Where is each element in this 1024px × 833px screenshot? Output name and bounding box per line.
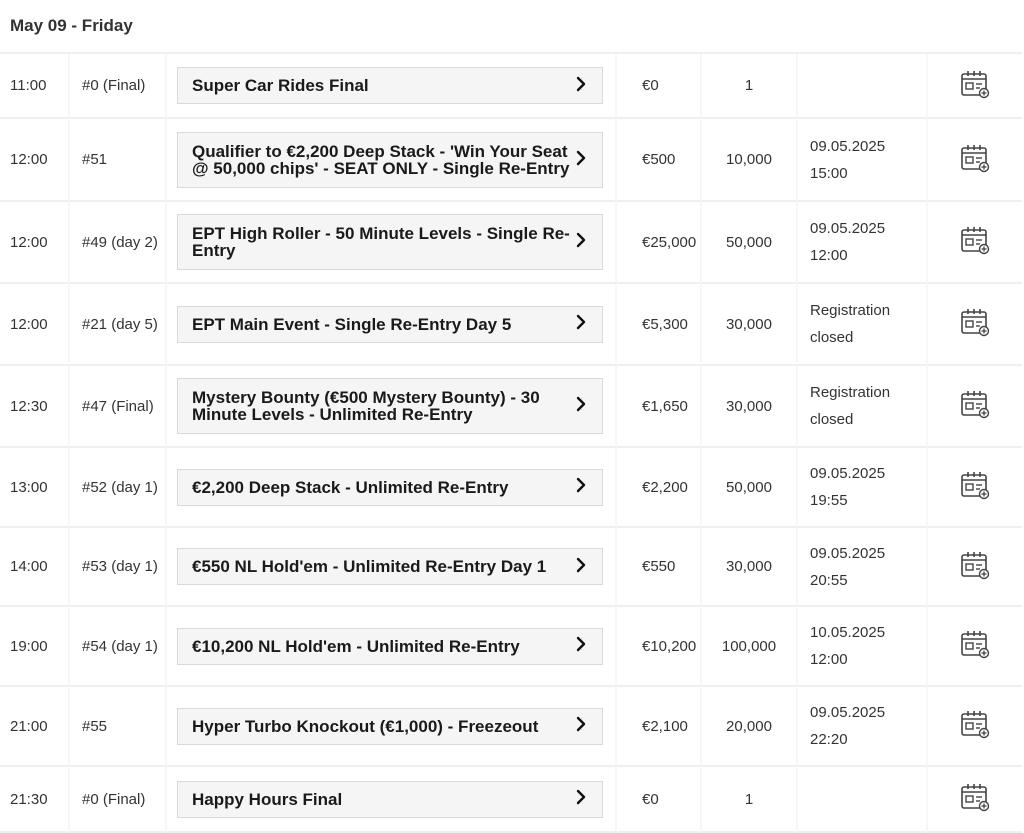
chevron-right-icon bbox=[574, 314, 588, 334]
table-row bbox=[0, 284, 1022, 366]
calendar-cell bbox=[928, 284, 1022, 366]
calendar-add-icon[interactable] bbox=[960, 389, 990, 423]
event-name: €2,200 Deep Stack - Unlimited Re-Entry bbox=[192, 477, 509, 497]
event-cell bbox=[167, 687, 617, 767]
late-reg-line: 09.05.2025 bbox=[810, 137, 886, 155]
late-reg-line: closed bbox=[810, 329, 854, 346]
starting-chips: 20,000 bbox=[702, 687, 798, 767]
chevron-right-icon bbox=[574, 716, 588, 736]
start-time: 12:30 bbox=[0, 366, 70, 448]
start-time: 14:00 bbox=[0, 528, 70, 607]
buy-in: €25,000 bbox=[617, 202, 702, 284]
late-reg-line: 15:00 bbox=[810, 164, 848, 182]
late-reg-line: 09.05.2025 bbox=[810, 465, 886, 482]
table-row bbox=[0, 366, 1022, 448]
table-row bbox=[0, 54, 1022, 119]
buy-in: €2,200 bbox=[617, 448, 702, 528]
calendar-cell bbox=[928, 767, 1022, 833]
calendar-add-icon[interactable] bbox=[960, 550, 990, 584]
starting-chips: 30,000 bbox=[702, 366, 798, 448]
event-cell bbox=[167, 366, 617, 448]
event-cell bbox=[167, 528, 617, 607]
event-number: #55 bbox=[70, 687, 167, 767]
event-cell bbox=[167, 448, 617, 528]
table-row bbox=[0, 119, 1022, 202]
buy-in: €500 bbox=[617, 119, 702, 202]
late-reg-line: 10.05.2025 bbox=[810, 624, 886, 641]
starting-chips: 1 bbox=[702, 767, 798, 833]
calendar-cell bbox=[928, 366, 1022, 448]
late-reg-line: 09.05.2025 bbox=[810, 704, 886, 721]
event-cell bbox=[167, 284, 617, 366]
event-name: €550 NL Hold'em - Unlimited Re-Entry Day 1 bbox=[192, 557, 547, 576]
event-number: #54 (day 1) bbox=[70, 607, 167, 687]
late-registration bbox=[798, 202, 928, 284]
buy-in: €550 bbox=[617, 528, 702, 607]
calendar-cell bbox=[928, 119, 1022, 202]
chevron-right-icon bbox=[574, 76, 588, 96]
chevron-right-icon bbox=[574, 789, 588, 809]
chevron-right-icon bbox=[574, 232, 588, 252]
chevron-right-icon bbox=[574, 557, 588, 577]
late-reg-line: 22:20 bbox=[810, 731, 848, 748]
chevron-right-icon bbox=[574, 396, 588, 416]
calendar-cell bbox=[928, 607, 1022, 687]
event-button[interactable] bbox=[177, 132, 603, 188]
late-registration bbox=[798, 366, 928, 448]
late-registration bbox=[798, 284, 928, 366]
event-name: Super Car Rides Final bbox=[192, 76, 369, 95]
event-cell bbox=[167, 607, 617, 687]
buy-in: €0 bbox=[617, 54, 702, 119]
event-name: EPT High Roller - 50 Minute Levels - Single Re-Entry bbox=[192, 224, 570, 260]
event-button[interactable] bbox=[177, 469, 603, 506]
event-button[interactable] bbox=[177, 781, 603, 818]
event-number: #53 (day 1) bbox=[70, 528, 167, 607]
day-header-row bbox=[0, 0, 1022, 54]
late-registration bbox=[798, 119, 928, 202]
event-number: #49 (day 2) bbox=[70, 202, 167, 284]
calendar-add-icon[interactable] bbox=[960, 629, 990, 663]
event-name: Hyper Turbo Knockout (€1,000) - Freezeout bbox=[192, 716, 539, 736]
table-row bbox=[0, 202, 1022, 284]
start-time: 21:00 bbox=[0, 687, 70, 767]
event-cell bbox=[167, 119, 617, 202]
event-number: #0 (Final) bbox=[70, 54, 167, 119]
starting-chips: 50,000 bbox=[702, 202, 798, 284]
calendar-cell bbox=[928, 54, 1022, 119]
event-button[interactable] bbox=[177, 548, 603, 585]
starting-chips: 100,000 bbox=[702, 607, 798, 687]
late-registration bbox=[798, 687, 928, 767]
starting-chips: 30,000 bbox=[702, 284, 798, 366]
start-time: 12:00 bbox=[0, 284, 70, 366]
calendar-cell bbox=[928, 528, 1022, 607]
late-reg-line: 20:55 bbox=[810, 571, 848, 589]
start-time: 12:00 bbox=[0, 202, 70, 284]
buy-in: €5,300 bbox=[617, 284, 702, 366]
late-reg-line: 09.05.2025 bbox=[810, 544, 886, 562]
table-row bbox=[0, 448, 1022, 528]
calendar-cell bbox=[928, 448, 1022, 528]
calendar-add-icon[interactable] bbox=[960, 143, 990, 177]
calendar-add-icon[interactable] bbox=[960, 709, 990, 743]
calendar-add-icon[interactable] bbox=[960, 307, 990, 341]
late-registration bbox=[798, 767, 928, 833]
late-reg-line: 12:00 bbox=[810, 247, 848, 264]
start-time: 11:00 bbox=[0, 54, 70, 119]
event-name: Happy Hours Final bbox=[192, 789, 343, 809]
starting-chips: 10,000 bbox=[702, 119, 798, 202]
chevron-right-icon bbox=[574, 477, 588, 497]
chevron-right-icon bbox=[574, 636, 588, 656]
late-registration bbox=[798, 607, 928, 687]
start-time: 21:30 bbox=[0, 767, 70, 833]
day-header: May 09 - Friday bbox=[0, 0, 1022, 54]
late-reg-line: Registration bbox=[810, 384, 891, 401]
late-registration bbox=[798, 528, 928, 607]
event-cell bbox=[167, 54, 617, 119]
event-name: Mystery Bounty (€500 Mystery Bounty) - 30 Minute Levels - Unlimited Re-Entry bbox=[192, 388, 540, 424]
late-reg-line: 12:00 bbox=[810, 651, 848, 668]
event-name: €10,200 NL Hold'em - Unlimited Re-Entry bbox=[192, 636, 520, 656]
event-number: #51 bbox=[70, 119, 167, 202]
event-name: Qualifier to €2,200 Deep Stack - 'Win Your Seat @ 50,000 chips' - SEAT ONLY - Single Re-Entry bbox=[192, 141, 570, 178]
event-number: #0 (Final) bbox=[70, 767, 167, 833]
late-reg-line: Registration bbox=[810, 302, 891, 319]
buy-in: €10,200 bbox=[617, 607, 702, 687]
buy-in: €0 bbox=[617, 767, 702, 833]
start-time: 12:00 bbox=[0, 119, 70, 202]
table-row bbox=[0, 767, 1022, 833]
event-button[interactable] bbox=[177, 708, 603, 745]
buy-in: €2,100 bbox=[617, 687, 702, 767]
late-reg-line: 19:55 bbox=[810, 492, 848, 509]
event-button[interactable] bbox=[177, 67, 603, 104]
late-registration bbox=[798, 54, 928, 119]
event-number: #52 (day 1) bbox=[70, 448, 167, 528]
calendar-cell bbox=[928, 202, 1022, 284]
event-button[interactable] bbox=[177, 306, 603, 343]
starting-chips: 30,000 bbox=[702, 528, 798, 607]
calendar-add-icon[interactable] bbox=[960, 225, 990, 259]
event-button[interactable] bbox=[177, 214, 603, 270]
starting-chips: 50,000 bbox=[702, 448, 798, 528]
late-reg-line: 09.05.2025 bbox=[810, 220, 886, 237]
late-reg-line: closed bbox=[810, 411, 854, 428]
table-row bbox=[0, 687, 1022, 767]
event-button[interactable] bbox=[177, 628, 603, 665]
calendar-add-icon[interactable] bbox=[960, 782, 990, 816]
late-registration bbox=[798, 448, 928, 528]
buy-in: €1,650 bbox=[617, 366, 702, 448]
calendar-add-icon[interactable] bbox=[960, 470, 990, 504]
chevron-right-icon bbox=[574, 150, 588, 170]
calendar-cell bbox=[928, 687, 1022, 767]
table-row bbox=[0, 607, 1022, 687]
event-number: #21 (day 5) bbox=[70, 284, 167, 366]
event-cell bbox=[167, 767, 617, 833]
event-button[interactable] bbox=[177, 378, 603, 434]
table-row bbox=[0, 528, 1022, 607]
calendar-add-icon[interactable] bbox=[960, 69, 990, 103]
event-cell bbox=[167, 202, 617, 284]
event-number: #47 (Final) bbox=[70, 366, 167, 448]
starting-chips: 1 bbox=[702, 54, 798, 119]
start-time: 19:00 bbox=[0, 607, 70, 687]
start-time: 13:00 bbox=[0, 448, 70, 528]
event-name: EPT Main Event - Single Re-Entry Day 5 bbox=[192, 314, 512, 334]
